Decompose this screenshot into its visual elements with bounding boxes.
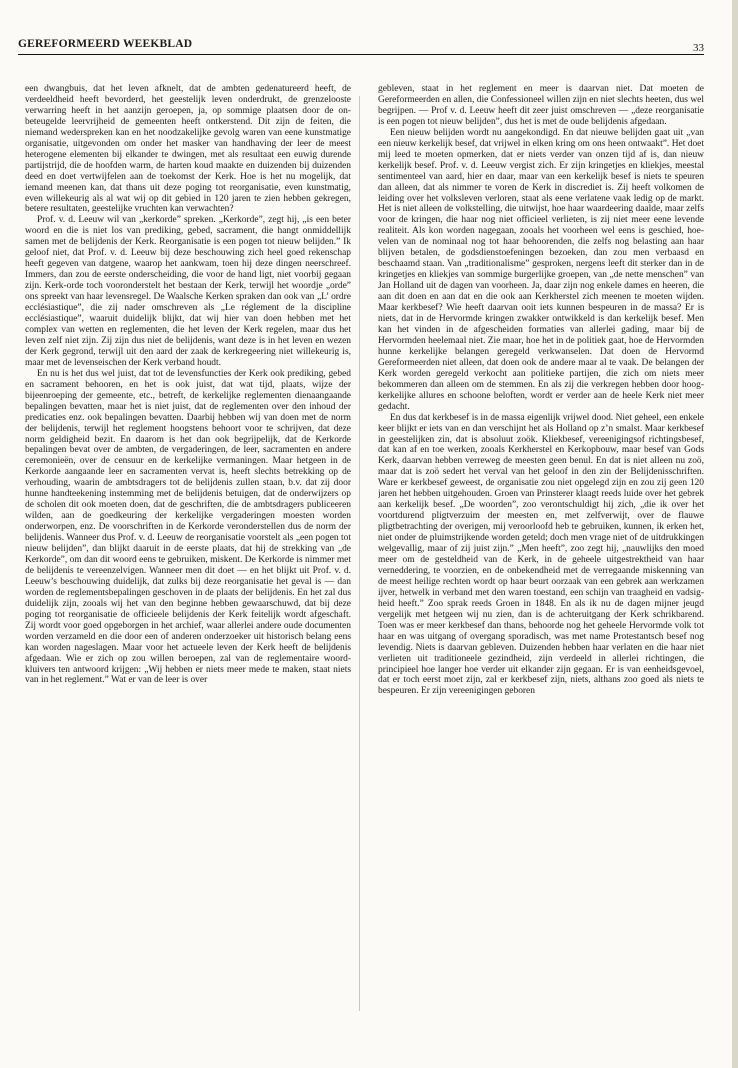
- right-column: [378, 84, 704, 1014]
- page-number: 33: [693, 42, 704, 54]
- running-header: [18, 38, 704, 60]
- left-paragraph-1: een dwangbuis, dat het leven afknelt, dat de ambten gedenatureerd heeft, de verdeeldheid heeft bevorderd, het geestelijk leven onderdrukt, de grenzelooste verwarring heeft in het aanzijn geroepen, ja, op sommige plaatsen door de onbeteugelde leervrijheid de gemeenten heeft ontkerstend. Dit zijn de feiten, die niemand wederspreken kan en het noodzakelijke gevolg waren van eene kunstmatige organisatie, uitgevonden om onder het masker van handhaving der leer de meest heterogene elementen bij elkander te dwingen, met als resultaat een euwig durende partijstrijd, die de hoofden warm, de harten koud maakte en duizenden bij duizenden deed en doet vertwijfelen aan de toekomst der Kerk. Hoe is het nu mogelijk, dat iemand meenen kan, dat thans uit deze poging tot reorganisatie, even kunstmatig, even willekeurig als al wat wij op dit gebied in 120 jaren te zien hebben gekregen, betere resultaten, geestelijke vruchten kan verwachten?: [25, 84, 351, 215]
- publication-title: GEREFORMEERD WEEKBLAD: [18, 38, 193, 50]
- page-edge-shadow: [732, 0, 738, 1068]
- left-column: [25, 84, 351, 1014]
- right-paragraph-1: gebleven, staat in het reglement en meer is daarvan niet. Dat moeten de Gereformeerden en allen, die Confessioneel willen zijn en niet slechts heeten, dus wel begrijpen. — Prof v. d. Leeuw heeft dit zeer juist omschreven — „deze reorganisatie is een pogen tot nieuw belijden”, dus het is met de oude belijdenis afgedaan.: [378, 84, 704, 127]
- left-paragraph-3: En nu is het dus wel juist, dat tot de levensfuncties der Kerk ook prediking, gebed en sacrament behooren, en het is ook juist, dat wat tijd, plaats, wijze der bijeenroeping der gemeente, etc., betreft, de kerkelijke reglementen dienaangaande bepalingen bevatten, maar het is niet juist, dat de reglementen over den inhoud der predicaties enz. ook bepalingen bevatten. Daarbij hebben wij van doen met de norm der belijdenis, terwijl het reglement hoogstens behoort voor te schrijven, dat deze norm geldigheid bezit. En daarom is het dan ook begrijpelijk, dat de Kerkorde bepalingen bevat over de ambten, de vergaderingen, de leer, sacramenten en andere ceremonieën, over de censuur en de kerkelijke vermaningen. Maar hetgeen in de Kerkorde aangaande leer en sacramenten vervat is, heeft slechts betrekking op de verhouding, waarin de ambtsdragers tot de belijdenis zullen staan, b.v. dat zij door hunne handteekening instemming met de belijdenis betuigen, dat de onderwijzers op de scholen dit ook moeten doen, dat de geschriften, die de ambtsdragers publiceeren wilden, aan de goedkeuring der kerkelijke vergaderingen moesten worden onderworpen, enz. De voorschriften in de Kerkorde veronderstellen dus de norm der belijdenis. Wanneer dus Prof. v. d. Leeuw de reorganisatie voorstelt als „een pogen tot nieuw belijden”, dan blijkt daaruit in de eerste plaats, dat hij de strekking van „de Kerkorde”, om dan dit woord eens te gebruiken, miskent. De Kerkorde is nimmer met de belijdenis te vereenzelvigen. Wanneer men dit doet — en het blijkt uit Prof. v. d. Leeuw’s beschouwing duidelijk, dat zulks bij deze reorganisatie het geval is — dan worden de reglementsbepalingen geschoven in de plaats der belijdenis. En het zal dus duidelijk zijn, zooals wij het van den beginne hebben gewaarschuwd, dat bij deze poging tot reorganisatie de officieele belijdenis der Kerk feitelijk wordt afgeschaft. Zij wordt voor goed opgeborgen in het archief, waar allerlei andere oude documenten worden verzameld en die door een of anderen onderzoeker uit historisch belang eens kan worden nageslagen. Maar voor het actueele leven der Kerk heeft de belijdenis afgedaan. Wie er zich op zou willen beroepen, zal van de reglementaire woord-kluivers ten antwoord krijgen: „Wij hebben er niets meer mede te maken, staat niets van in het reglement.” Wat er van de leer is over: [25, 368, 351, 686]
- left-paragraph-2: Prof. v. d. Leeuw wil van „kerkorde” spreken. „Kerkorde”, zegt hij, „is een beter woord en die is niet los van prediking, gebed, sacrament, die hangt onmiddellijk samen met de belijdenis der Kerk. Reorganisatie is een pogen tot nieuw belijden.” Ik geloof niet, dat Prof. v. d. Leeuw bij deze beschouwing zich heel goed rekenschap heeft gegeven van datgene, waarop het aankwam, toen hij deze dingen neerschreef. Immers, dan zou de eerste onderscheiding, die voor de hand ligt, niet voorbij gegaan zijn. Kerk-orde toch vooronderstelt het bestaan der Kerk, terwijl het woordje „orde” ons spreekt van haar levensregel. De Waalsche Kerken spraken dan ook van „L’ ordre ecclésiastique”, die zij nader omschreven als „Le réglement de la discipline ecclésiastique”, waaruit duidelijk blijkt, dat wij hier van doen hebben met het complex van wetten en reglementen, die het leven der Kerk regelen, maar dus het leven zelf niet zijn. Zij zijn dus niet de belijdenis, want deze is in het leven en wezen der Kerk gegrond, terwijl uit den aard der zaak de kerkregeering niet willekeurig is, maar met de levenseischen der Kerk verband houdt.: [25, 215, 351, 368]
- column-divider: [359, 96, 360, 1011]
- right-paragraph-2: Een nieuw belijden wordt nu aangekondigd. En dat nieuwe belijden gaat uit „van een nieuw kerkelijk besef, dat vrijwel in elken kring om ons heen ontwaakt”. Het doet mij leed te moeten opmerken, dat er niets verder van onzen tijd af is, dan nieuw kerkelijk besef. Prof. v. d. Leeuw vergist zich. Er zijn kringetjes en kliekjes, meestal sentimenteel van aard, hier en daar, maar van een kerkelijk besef is niets te speuren dan alleen, dat als nimmer te voren de Kerk in discrediet is. Zij heeft volkomen de leiding over het volksleven verloren, staat als eene verlatene vaak ledig op de markt. Het is niet alleen de volkstelling, die uitwijst, hoe haar waardeering daalde, maar zelfs voor de kringen, die haar nog niet officieel verlieten, is zij niet meer eene levende realiteit. Als kon worden nagegaan, zooals het voorheen wel eens is geschied, hoevelen van de nominaal nog tot haar behoorenden, die zelfs nog belasting aan haar blijven betalen, de godsdienstoefeningen bezoeken, dan zou men verbaasd en beschaamd staan. Van „traditionalisme” gesproken, nergens leeft dit sterker dan in de kringetjes en kliekjes van sommige burgerlijke groepen, van „de nette menschen” van Jan Holland uit de dagen van voorheen. Ja, daar zijn nog enkele dames en heeren, die aan dit doen en aan dat en die ook aan Kerkherstel zich meenen te moeten wijden. Maar kerkbesef? Wie heeft daarvan ooit iets kunnen bespeuren in de massa? Er is niets, dat in de Hervormde kringen zwakker ontwikkeld is dan kerkelijk besef. Men kan het vinden in de afgescheiden formaties van allerlei gading, maar bij de Hervormden heelemaal niet. Zie maar, hoe het in de politiek gaat, hoe de Hervormden hunne kerkelijke belangen geregeld verkwanselen. Dat doen de Hervormd Gereformeerden niet alleen, dat doen ook de andere maar al te vaak. De belangen der Kerk worden geregeld verkocht aan politieke partijen, die zich om niets meer bekommeren dan alleen om de stemmen. En als zij die verkregen hebben door hoog-kerkelijke allures en schoone beloften, wordt er verder aan de heele Kerk niet meer gedacht.: [378, 127, 704, 412]
- header-rule: [18, 54, 704, 55]
- right-paragraph-3: En dus dat kerkbesef is in de massa eigenlijk vrijwel dood. Niet geheel, een enkele keer blijkt er iets van en dan verschijnt het als Holland op z’n smalst. Maar kerkbesef in geestelijken zin, dat is absoluut zoök. Kliekbesef, vereenigingsof richtingsbesef, dat kan af en toe werken, zooals Kerkherstel en Kerkopbouw, maar besef van Gods Kerk, daarvan hebben verreweg de meesten geen benul. En dat is niet alleen nu zoö, maar dat is zoö sedert het verval van het geloof in den zin der Belijdenisschriften. Ware er kerkbesef geweest, de organisatie zou niet opgelegd zijn en zou zij geen 120 jaren het hebben uitgehouden. Groen van Prinsterer klaagt reeds luide over het gebrek aan kerkelijk besef. „De woorden”, zoo verontschuldigt hij zich, „die ik over het voortdurend pligtverzuim der meesten en, met zelfverwijt, over de flauwe pligtbetrachting der overigen, mij veroorloofd heb te gebruiken, kunnen, ik erken het, niet onder de pluimstrijkende worden geteld; doch men vrage niet of de uitdrukkingen welgevallig, maar of zij juist zijn.” „Men heeft”, zoo zegt hij, „nauwlijks den moed meer om de gesteldheid van de Kerk, in de geheele uitgestrektheid van haar verneddering, te voorzien, en de onbekendheid met de verregaande miskenning van de meest heilige rechten wordt op haar beurt oorzaak van een gebrek aan werkzamen ijver, hetwelk in verband met den waren toestand, een schijn van traagheid en vadsigheid heeft.” Zoo sprak reeds Groen in 1848. En als ik nu de dagen mijner jeugd vergelijk met hetgeen wij nu zien, dan is de achteruitgang der Kerk schrikbarend. Toen was er meer kerkbesef dan thans, behoorde nog het geheele Hervormde volk tot haar en was uitgang of overgang sporadisch, was met name Protestantsch besef nog levendig. Niets is daarvan gebleven. Duizenden hebben haar verlaten en die haar niet verlieten uit traditioneele gezindheid, zijn verdeeld in allerlei richtingen, die principieel hoe langer hoe verder uit elkander zijn gegaan. Er is van eenheidsgevoel, dat er toch eerst moet zijn, zal er kerkbesef zijn, niets, althans zoo goed als niets te bespeuren. Er zijn vereenigingen geboren: [378, 412, 704, 697]
